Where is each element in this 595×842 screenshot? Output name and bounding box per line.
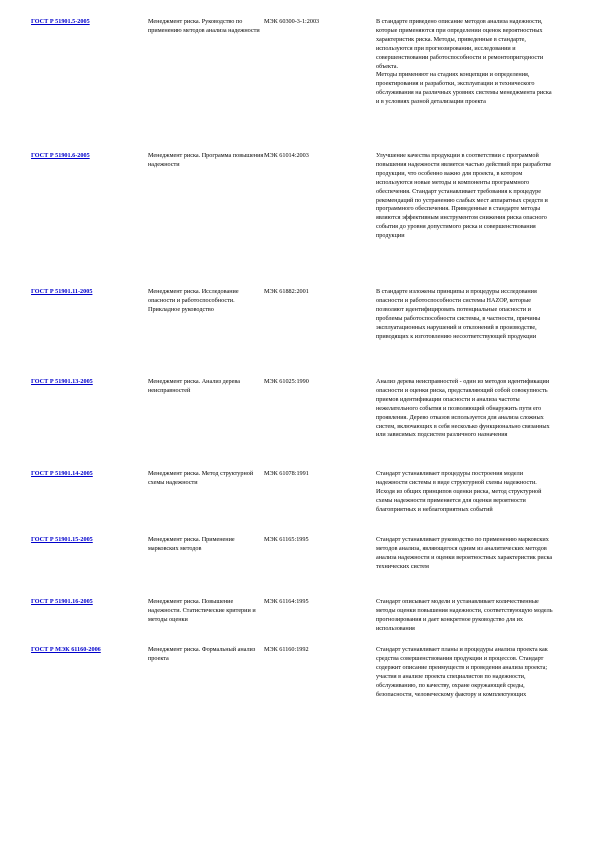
iec-reference: МЭК 61165:1995 — [264, 536, 309, 543]
standard-code-link[interactable]: ГОСТ Р 51901.16-2005 — [31, 598, 93, 605]
standard-description — [376, 598, 556, 646]
standard-description — [376, 536, 556, 598]
standards-table-body — [31, 18, 556, 741]
standard-code-cell — [31, 470, 148, 536]
iec-reference: МЭК 61078:1991 — [264, 470, 309, 477]
standard-row — [31, 646, 556, 741]
standard-description — [376, 646, 556, 741]
standard-code-cell — [31, 598, 148, 646]
standard-row — [31, 470, 556, 536]
description-paragraph: В стандарте приведено описание методов анализа надежности, которые применяются при определении оценок вероятностных характеристик риска. Методы, приведенные в стандарте, используются при прогнозировании, исследовании и совершенствовании работоспособности и ремонтопригодности объекта. — [376, 18, 544, 70]
iec-reference: МЭК 61160:1992 — [264, 646, 309, 653]
standard-code-cell — [31, 646, 148, 741]
description-paragraph: Методы применяют на стадиях концепции и определения, проектирования и разработки, эксплуатации и технического обслуживания на различных уровнях системы менеджмента риска и в условиях разной детализации проекта — [376, 71, 552, 106]
standard-code-link[interactable]: ГОСТ Р 51901.11-2005 — [31, 288, 93, 295]
standard-row — [31, 598, 556, 646]
standard-code-cell — [31, 536, 148, 598]
standard-code-link[interactable]: ГОСТ Р 51901.5-2005 — [31, 18, 90, 25]
standards-table — [31, 18, 556, 741]
description-paragraph: Анализ дерева неисправностей - один из методов идентификации опасности и оценки риска, представляющий собой совокупность приемов идентификации опасности и анализа частоты нежелательного события и позволяющий обнаружить пути его проявления. Дерево отказов используется для анализа сложных систем, включающих в себя несколько функционально связанных или зависимых подсистем различного назначения — [376, 378, 550, 439]
standard-code-cell — [31, 378, 148, 470]
description-paragraph: Стандарт устанавливает процедуры построения модели надежности системы в виде структурной схемы надежности. Исходя из общих принципов оценки риска, метод структурной схемы надежности применяется для оценки вероятности благоприятных и неблагоприятных событий — [376, 470, 542, 513]
standard-title: Менеджмент риска. Руководство по применению методов анализа надежности — [148, 18, 260, 34]
iec-reference: МЭК 61164:1995 — [264, 598, 309, 605]
standard-title: Менеджмент риска. Метод структурной схемы надежности — [148, 470, 254, 486]
description-paragraph: В стандарте изложены принципы и процедуры исследования опасности и работоспособности системы HAZOP, которые позволяют идентифицировать потенциальные опасности и проблемы работоспособности системы, в частности, причины эксплуатационных нарушений и отклонений в производстве, приводящих к изготовлению несоответствующей продукции — [376, 288, 541, 340]
standard-description — [376, 470, 556, 536]
description-paragraph: Стандарт устанавливает планы и процедуры анализа проекта как средства совершенствования продукции и процессов. Стандарт содержит описание преимуществ и проведения анализа проекта; участия в анализе проекта специалистов по надежности, обслуживанию, по качеству, охране окружающей среды, безопасности, человеческому фактору и комплектующих — [376, 646, 548, 698]
standard-description — [376, 288, 556, 378]
standard-title: Менеджмент риска. Анализ дерева неисправностей — [148, 378, 240, 394]
standard-row — [31, 378, 556, 470]
standard-code-link[interactable]: ГОСТ Р 51901.13-2005 — [31, 378, 93, 385]
standard-code-cell — [31, 18, 148, 152]
standard-row — [31, 536, 556, 598]
standard-row — [31, 288, 556, 378]
standard-code-link[interactable]: ГОСТ Р 51901.6-2005 — [31, 152, 90, 159]
standard-row — [31, 152, 556, 288]
description-paragraph: Улучшение качества продукции в соответствии с программой повышения надежности является частью действий при разработке продукции, что особенно важно для проекта, в котором используются новые методы и компоненты программного обеспечения. Стандарт устанавливает требования к процедуре рекомендаций по устранению слабых мест аппаратных средств и программного обеспечения. Приведенные в стандарте методы являются эффективным инструментом снижения риска опасного события до уровня допустимого риска и совершенствования продукции — [376, 152, 552, 240]
standard-description — [376, 152, 556, 288]
iec-reference: МЭК 60300-3-1:2003 — [264, 18, 320, 25]
standard-title: Менеджмент риска. Программа повышения надежности — [148, 152, 264, 168]
standard-code-cell — [31, 152, 148, 288]
standard-code-link[interactable]: ГОСТ Р МЭК 61160-2006 — [31, 646, 101, 653]
iec-reference: МЭК 61025:1990 — [264, 378, 309, 385]
standard-title: Менеджмент риска. Повышение надежности. Статистические критерии и методы оценки — [148, 598, 256, 623]
description-paragraph: Стандарт описывает модели и устанавливает количественные методы оценки повышения надежности, соответствующую модель прогнозирования и дает конкретное руководство для их использования — [376, 598, 553, 632]
standard-row — [31, 18, 556, 152]
standard-title: Менеджмент риска. Формальный анализ проекта — [148, 646, 256, 662]
standard-description — [376, 378, 556, 470]
standard-title: Менеджмент риска. Применение марковских методов — [148, 536, 235, 552]
standard-title: Менеджмент риска. Исследование опасности и работоспособности. Прикладное руководство — [148, 288, 239, 313]
iec-reference: МЭК 61014:2003 — [264, 152, 309, 159]
standard-code-link[interactable]: ГОСТ Р 51901.14-2005 — [31, 470, 93, 477]
standard-code-link[interactable]: ГОСТ Р 51901.15-2005 — [31, 536, 93, 543]
standard-code-cell — [31, 288, 148, 378]
standard-description — [376, 18, 556, 152]
iec-reference: МЭК 61882:2001 — [264, 288, 309, 295]
description-paragraph: Стандарт устанавливает руководство по применению марковских методов анализа, являющегося одним из аналитических методов анализа надежности и оценки вероятностных характеристик риска технических систем — [376, 536, 553, 570]
